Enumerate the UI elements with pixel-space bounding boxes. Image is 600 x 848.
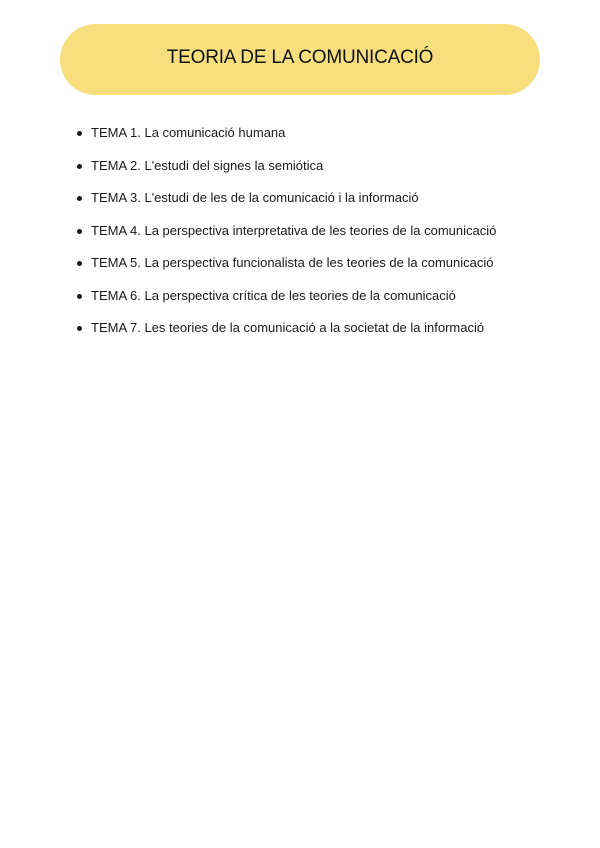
list-item-tema-4: TEMA 4. La perspectiva interpretativa de les teories de la comunicació [73, 215, 543, 248]
list-item-tema-3: TEMA 3. L'estudi de les de la comunicació i la informació [73, 182, 543, 215]
list-item-tema-7: TEMA 7. Les teories de la comunicació a la societat de la informació [73, 312, 543, 345]
list-item-tema-1: TEMA 1. La comunicació humana [73, 117, 543, 150]
page-title: TEORIA DE LA COMUNICACIÓ [166, 46, 434, 68]
list-item-tema-6: TEMA 6. La perspectiva crítica de les teories de la comunicació [73, 280, 543, 313]
list-item-tema-2: TEMA 2. L'estudi del signes la semiótica [73, 150, 543, 183]
topic-list [73, 117, 543, 345]
title-banner [60, 24, 540, 95]
list-item-tema-5: TEMA 5. La perspectiva funcionalista de les teories de la comunicació [73, 247, 543, 280]
